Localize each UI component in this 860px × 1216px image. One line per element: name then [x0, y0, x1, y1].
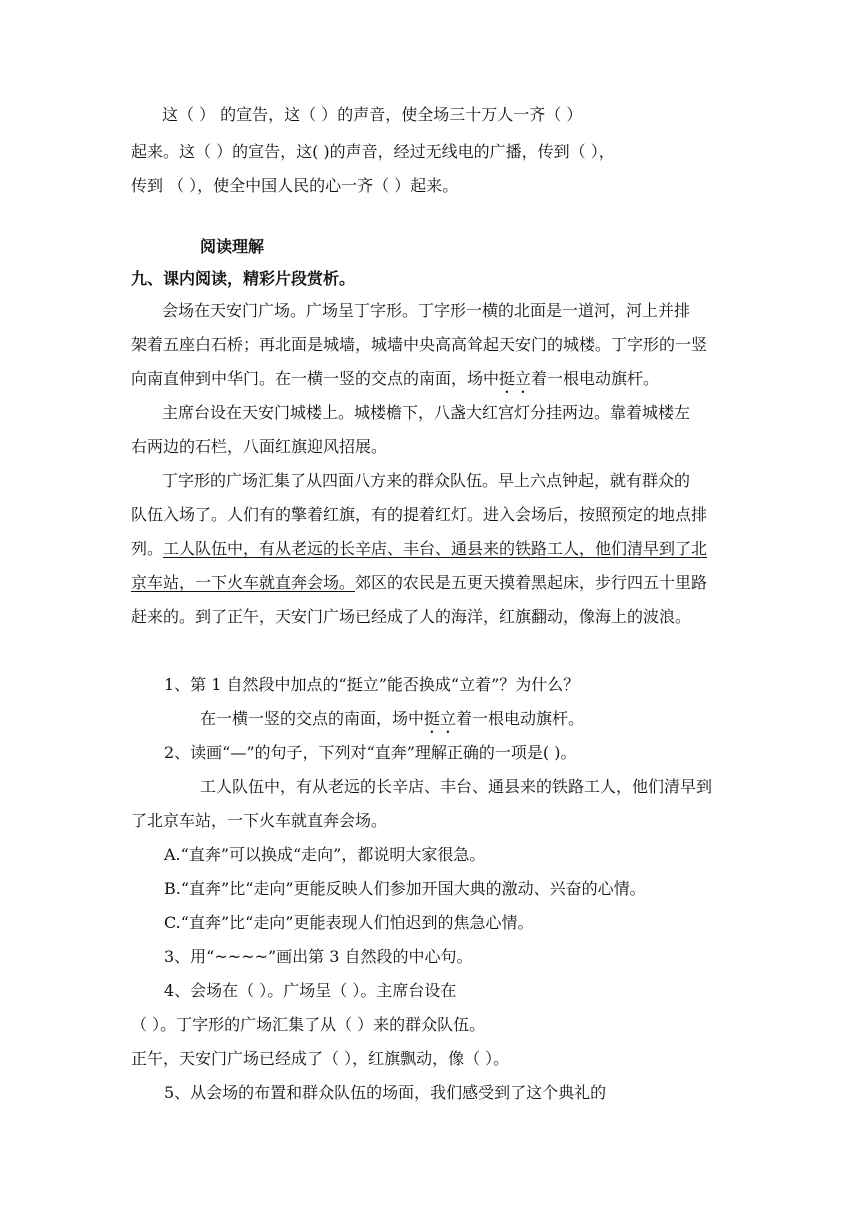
fill-blank-line-2: 起来。这（ ）的宣告，这( )的声音，经过无线电的广播，传到（ ）， — [131, 142, 615, 161]
underlined-sentence: 工人队伍中，有从老远的长辛店、丰台、通县来的铁路工人，他们清早到了北 — [163, 539, 708, 558]
dotted-word: 挺立 — [499, 369, 532, 388]
question-4-line-1: 4、会场在（ ）。广场呈（ ）。主席台设在 — [164, 981, 457, 1000]
question-1: 1、第 1 自然段中加点的“挺立”能否换成“立着”？为什么？ — [164, 675, 580, 694]
question-2-quote-line-1: 工人队伍中，有从老远的长辛店、丰台、通县来的铁路工人，他们清早到 — [200, 777, 713, 796]
question-4-line-3: 正午，天安门广场已经成了（ ），红旗飘动，像（ ）。 — [131, 1049, 510, 1068]
question-1-quote — [200, 708, 584, 737]
dotted-word: 挺立 — [424, 709, 457, 728]
passage-p3-line-3 — [131, 538, 707, 560]
passage-p2-line-1: 主席台设在天安门城楼上。城楼檐下，八盏大红宫灯分挂两边。靠着城楼左 — [162, 403, 691, 422]
passage-p3-line-2: 队伍入场了。人们有的擎着红旗，有的提着红灯。进入会场后，按照预定的地点排 — [131, 505, 708, 524]
underlined-sentence: 京车站，一下火车就直奔会场。 — [131, 573, 356, 592]
question-2-option-a: A.“直奔”可以换成“走向”，都说明大家很急。 — [164, 845, 486, 864]
passage-p1-line-3 — [131, 368, 659, 397]
passage-p2-line-2: 右两边的石栏，八面红旗迎风招展。 — [131, 437, 388, 456]
passage-text: 列。 — [131, 539, 164, 558]
passage-text: 着一根电动旗杆。 — [531, 369, 660, 388]
passage-p1-line-1: 会场在天安门广场。广场呈丁字形。丁字形一横的北面是一道河，河上并排 — [162, 301, 691, 320]
passage-p3-line-4 — [131, 572, 707, 594]
question-2-option-c: C.“直奔”比“走向”更能表现人们怕迟到的焦急心情。 — [164, 913, 534, 932]
passage-p3-line-5: 赶来的。到了正午，天安门广场已经成了人的海洋，红旗翻动，像海上的波浪。 — [131, 607, 692, 626]
question-2: 2、读画“—”的句子，下列对“直奔”理解正确的一项是( )。 — [164, 743, 577, 762]
quote-text: 着一根电动旗杆。 — [456, 709, 585, 728]
question-4-line-2: （ ）。丁字形的广场汇集了从（ ）来的群众队伍。 — [131, 1015, 486, 1034]
question-2-quote-line-2: 了北京车站，一下火车就直奔会场。 — [131, 811, 388, 830]
question-nine-title: 九、课内阅读，精彩片段赏析。 — [131, 269, 356, 288]
fill-blank-line-1: 这（ ） 的宣告，这（ ）的声音，使全场三十万人一齐（ ） — [162, 105, 583, 124]
question-2-option-b: B.“直奔”比“走向”更能反映人们参加开国大典的激动、兴奋的心情。 — [164, 879, 646, 898]
passage-text: 郊区的农民是五更天摸着黑起床，步行四五十里路 — [355, 573, 708, 592]
section-label: 阅读理解 — [200, 237, 265, 256]
passage-p3-line-1: 丁字形的广场汇集了从四面八方来的群众队伍。早上六点钟起，就有群众的 — [162, 471, 691, 490]
passage-p1-line-2: 架着五座白石桥；再北面是城墙，城墙中央高高耸起天安门的城楼。丁字形的一竖 — [131, 335, 708, 354]
quote-text: 在一横一竖的交点的南面，场中 — [200, 709, 425, 728]
passage-text: 向南直伸到中华门。在一横一竖的交点的南面，场中 — [131, 369, 500, 388]
fill-blank-line-3: 传到 （ ），使全中国人民的心一齐（ ）起来。 — [131, 176, 459, 195]
question-3: 3、用“~~~~”画出第 3 自然段的中心句。 — [164, 947, 473, 966]
question-5: 5、从会场的布置和群众队伍的场面，我们感受到了这个典礼的 — [164, 1083, 607, 1102]
